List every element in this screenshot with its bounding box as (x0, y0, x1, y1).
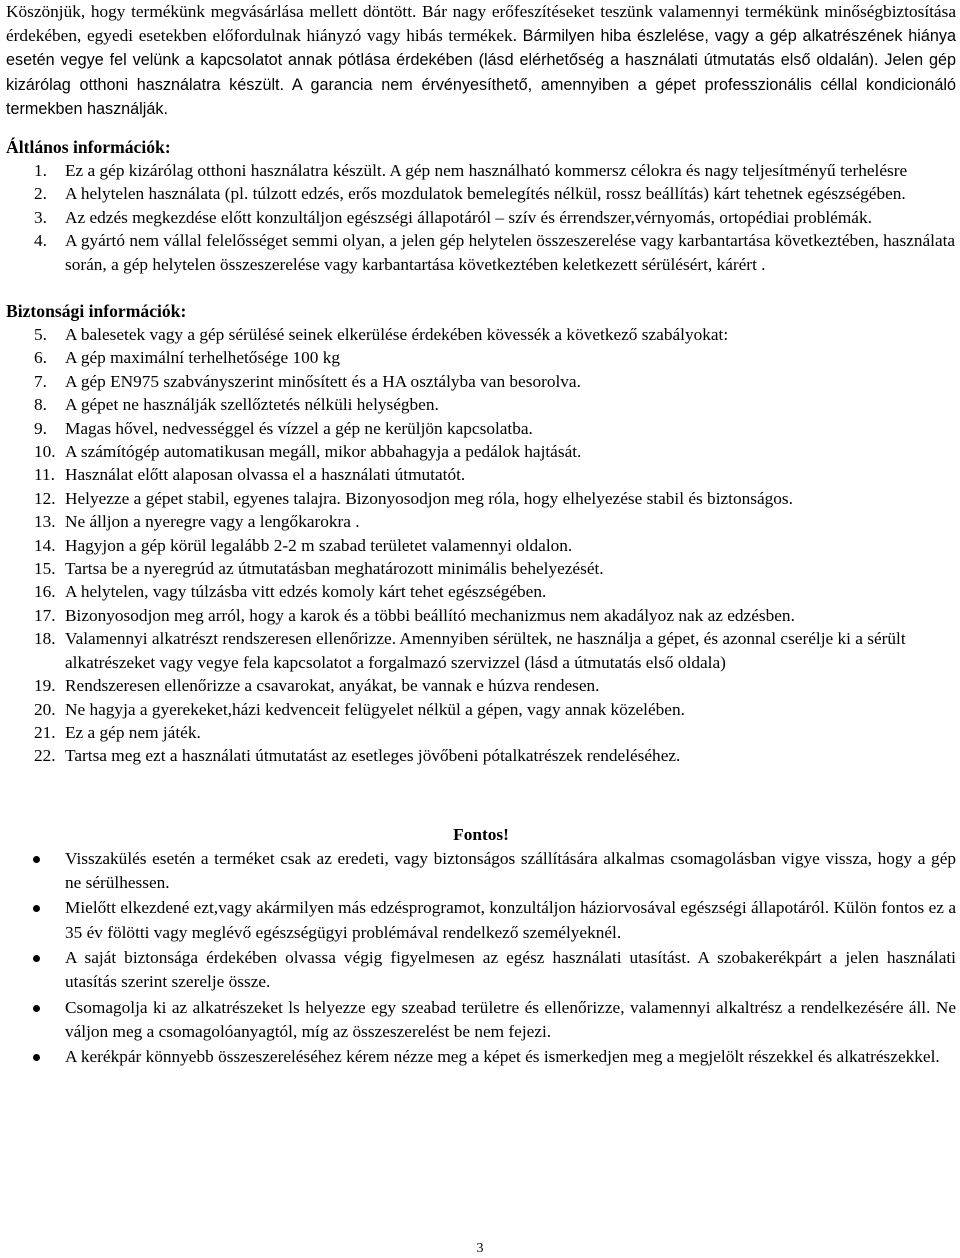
list-item (6, 487, 956, 510)
list-item-number: 4. (34, 231, 47, 251)
list-item (6, 346, 956, 369)
list-item-number: 13. (34, 512, 56, 532)
list-item-number: 3. (34, 207, 47, 227)
list-item-text: Helyezze a gépet stabil, egyenes talajra. Bizonyosodjon meg róla, hogy elhelyezése stabil és biztonságos. (65, 488, 793, 508)
list-item-number: 21. (34, 722, 56, 742)
list-item (6, 721, 956, 744)
bullet-icon (33, 955, 40, 962)
bullet-item (6, 1045, 956, 1069)
intro-text-serif: Köszönjük, hogy termékünk megvásárlása mellett döntött. Bár nagy erőfeszítéseket teszünk valamennyi termékünk minőségbiztosítása érdekében, egyedi esetekben előfordulnak hiányzó vagy hibás termékek. (6, 2, 956, 45)
important-title: Fontos! (453, 824, 509, 844)
general-info-list (6, 159, 956, 276)
list-item-text: Ne álljon a nyeregre vagy a lengőkarokra . (65, 512, 360, 532)
bullet-icon (33, 905, 40, 912)
list-item-text: A számítógép automatikusan megáll, mikor abbahagyja a pedálok hajtását. (65, 442, 582, 462)
list-item-text: Használat előtt alaposan olvassa el a használati útmutatót. (65, 465, 466, 485)
list-item-text: Az edzés megkezdése előtt konzultáljon egészségi állapotáról – szív és érrendszer,vérnyomás, ortopédiai problémák. (65, 207, 872, 227)
list-item (6, 604, 956, 627)
list-item (6, 393, 956, 416)
bullet-item (6, 946, 956, 995)
list-item-text: A gép EN975 szabványszerint minősített és a HA osztályba van besorolva. (65, 371, 581, 391)
list-item-number: 8. (34, 395, 47, 415)
list-item (6, 674, 956, 697)
intro-paragraph (6, 0, 956, 122)
list-item-number: 19. (34, 676, 56, 696)
intro-text-sans: Bármilyen hiba észlelése, vagy a gép alkatrészének hiánya esetén vegye fel velünk a kapcsolatot annak pótlása érdekében (lásd elérhetőség a használati útmutatás első oldalán). Jelen gép kizárólag otthoni használatra készült. A garancia nem érvényesíthető, amennyiben a gépet professzionális céllal kondicionáló termekben használják. (6, 26, 956, 119)
list-item (6, 440, 956, 463)
list-item-text: Ez a gép nem játék. (65, 722, 201, 742)
safety-info-list (6, 323, 956, 768)
list-item-number: 20. (34, 699, 56, 719)
list-item-text: Rendszeresen ellenőrizze a csavarokat, anyákat, be vannak e húzva rendesen. (65, 676, 600, 696)
list-item (6, 370, 956, 393)
list-item-text: Ne hagyja a gyerekeket,házi kedvenceit felügyelet nélkül a gépen, vagy annak közelében. (65, 699, 685, 719)
list-item (6, 417, 956, 440)
list-item-number: 2. (34, 184, 47, 204)
list-item-number: 7. (34, 371, 47, 391)
list-item-text: Tartsa meg ezt a használati útmutatást az esetleges jövőbeni pótalkatrészek rendeléséhez. (65, 746, 681, 766)
list-item (6, 206, 956, 229)
page-number: 3 (476, 1241, 484, 1256)
list-item-number: 10. (34, 442, 56, 462)
list-item-text: Ez a gép kizárólag otthoni használatra készült. A gép nem használható kommersz célokra és nagy teljesítményű terhelésre (65, 160, 908, 180)
list-item-text: A helytelen használata (pl. túlzott edzés, erős mozdulatok bemelegítés nélkül, rossz beállítás) kárt tehetnek egészségében. (65, 184, 906, 204)
list-item (6, 580, 956, 603)
safety-info-heading: Biztonsági információk: (6, 301, 187, 321)
general-info-heading: Áltlános információk: (6, 136, 171, 157)
list-item-text: A helytelen, vagy túlzásba vitt edzés komoly kárt tehet egészségében. (65, 582, 547, 602)
list-item (6, 463, 956, 486)
list-item-number: 5. (34, 325, 47, 344)
list-item-number: 18. (34, 629, 56, 649)
list-item (6, 182, 956, 205)
document-page (6, 0, 956, 1070)
list-item-number: 11. (34, 465, 55, 485)
bullet-icon (33, 1054, 40, 1061)
list-item-number: 14. (34, 535, 56, 555)
list-item (6, 534, 956, 557)
list-item-number: 1. (34, 160, 47, 180)
list-item-text: A balesetek vagy a gép sérülésé seinek elkerülése érdekében kövessék a következő szabályokat: (65, 325, 729, 344)
list-item-number: 22. (34, 746, 56, 766)
bullet-item (6, 896, 956, 945)
bullet-icon (33, 856, 40, 863)
bullet-item (6, 996, 956, 1045)
list-item (6, 627, 956, 674)
list-item-number: 16. (34, 582, 56, 602)
list-item-text: Hagyjon a gép körül legalább 2-2 m szabad területet valamennyi oldalon. (65, 535, 573, 555)
list-item (6, 323, 956, 346)
list-item-text: Bizonyosodjon meg arról, hogy a karok és a többi beállító mechanizmus nem akadályoz nak az edzésben. (65, 605, 795, 625)
list-item (6, 510, 956, 533)
list-item-text: Magas hővel, nedvességgel és vízzel a gép ne kerüljön kapcsolatba. (65, 418, 533, 438)
list-item-number: 12. (34, 488, 56, 508)
list-item-text: A gép maximální terhelhetősége 100 kg (65, 348, 340, 368)
list-item (6, 159, 956, 182)
important-list (6, 847, 956, 1070)
list-item (6, 557, 956, 580)
list-item (6, 744, 956, 767)
bullet-item-text: Mielőtt elkezdené ezt,vagy akármilyen más edzésprogramot, konzultáljon háziorvosával egészségi állapotáról. Külön fontos ez a 35 év fölötti vagy meglévő egészségügyi problémával rendelkező személyeknél. (65, 898, 956, 942)
bullet-item-text: A saját biztonsága érdekében olvassa végig figyelmesen az egész használati utasítást. A szobakerékpárt a jelen használati utasítás szerint szerelje össze. (65, 947, 956, 992)
list-item (6, 698, 956, 721)
list-item-text: A gépet ne használják szellőztetés nélküli helységben. (65, 395, 439, 415)
list-item-number: 17. (34, 605, 56, 625)
bullet-item (6, 847, 956, 896)
bullet-item-text: Visszakülés esetén a terméket csak az eredeti, vagy biztonságos szállítására alkalmas csomagolásban vigye vissza, hogy a gép ne sérülhessen. (65, 848, 956, 893)
list-item-number: 15. (34, 559, 56, 579)
list-item-text: A gyártó nem vállal felelősséget semmi olyan, a jelen gép helytelen összeszerelése vagy karbantartása következtében, használata során, a gép helytelen összeszerelése vagy karbantartása következtében keletkezett sérülésért, kárért . (65, 231, 956, 274)
bullet-item-text: Csomagolja ki az alkatrészeket ls helyezze egy szeabad területre és ellenőrizze, valamennyi alkaltrész a rendelkezésére áll. Ne váljon meg a csomagolóanyagtól, míg az összeszerelést be nem fejezi. (65, 997, 956, 1041)
bullet-icon (33, 1005, 40, 1012)
list-item (6, 229, 956, 276)
bullet-item-text: A kerékpár könnyebb összeszereléséhez kérem nézze meg a képet és ismerkedjen meg a megjelölt részekkel és alkatrészekkel. (65, 1047, 940, 1067)
list-item-number: 6. (34, 348, 47, 368)
list-item-text: Valamennyi alkatrészt rendszeresen ellenőrizze. Amennyiben sérültek, ne használja a gépet, és azonnal cserélje ki a sérült alkatrészeket vagy vegye fela kapcsolatot a forgalmazó szervizzel (lásd a útmutatás első oldala) (65, 629, 906, 672)
list-item-number: 9. (34, 418, 47, 438)
list-item-text: Tartsa be a nyeregrúd az útmutatásban meghatározott minimális behelyezését. (65, 559, 604, 579)
